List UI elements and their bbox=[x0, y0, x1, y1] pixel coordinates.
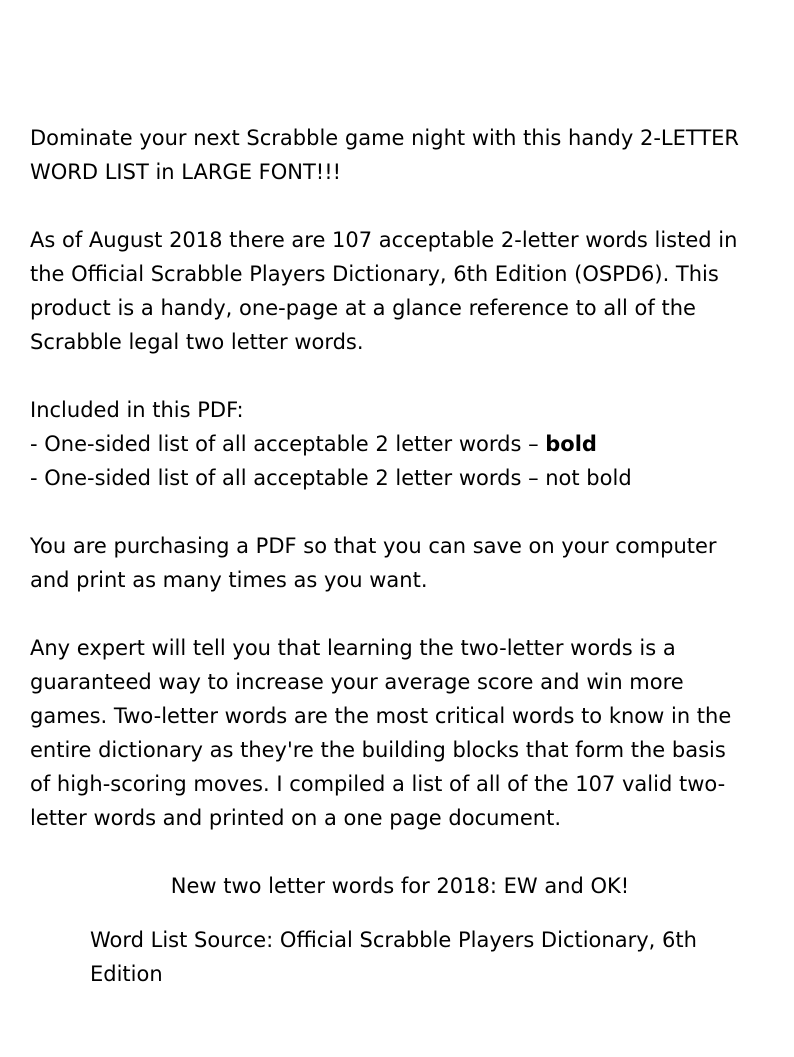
expert-line: entire dictionary as they're the building blocks that form the basis bbox=[30, 738, 726, 762]
word-list-source: Word List Source: Official Scrabble Players Dictionary, 6th Edition bbox=[90, 928, 697, 986]
purchase-line: and print as many times as you want. bbox=[30, 568, 428, 592]
included-section bbox=[30, 393, 770, 495]
intro-line: Dominate your next Scrabble game night with this handy 2-LETTER bbox=[30, 126, 740, 150]
expert-line: of high-scoring moves. I compiled a list of all of the 107 valid two- bbox=[30, 772, 726, 796]
intro-paragraph bbox=[30, 121, 770, 189]
purchase-paragraph bbox=[30, 529, 770, 597]
document-page bbox=[30, 121, 770, 1012]
about-paragraph bbox=[30, 223, 770, 359]
included-item-text: - One-sided list of all acceptable 2 letter words – bbox=[30, 432, 546, 456]
included-item-bold bbox=[30, 427, 770, 461]
purchase-line: You are purchasing a PDF so that you can save on your computer bbox=[30, 534, 717, 558]
expert-line: games. Two-letter words are the most critical words to know in the bbox=[30, 704, 732, 728]
bold-label: bold bbox=[545, 432, 597, 456]
expert-line: letter words and printed on a one page document. bbox=[30, 806, 562, 830]
expert-line: Any expert will tell you that learning the two-letter words is a bbox=[30, 636, 676, 660]
intro-line: WORD LIST in LARGE FONT!!! bbox=[30, 160, 342, 184]
expert-paragraph bbox=[30, 631, 770, 835]
included-heading: Included in this PDF: bbox=[30, 398, 244, 422]
expert-line: guaranteed way to increase your average score and win more bbox=[30, 670, 684, 694]
new-words-note: New two letter words for 2018: EW and OK! bbox=[170, 874, 630, 898]
about-line: As of August 2018 there are 107 acceptable 2-letter words listed in bbox=[30, 228, 738, 252]
included-item-not-bold: - One-sided list of all acceptable 2 letter words – not bold bbox=[30, 466, 632, 490]
about-line: product is a handy, one-page at a glance reference to all of the bbox=[30, 296, 696, 320]
about-line: the Official Scrabble Players Dictionary, 6th Edition (OSPD6). This bbox=[30, 262, 719, 286]
about-line: Scrabble legal two letter words. bbox=[30, 330, 364, 354]
